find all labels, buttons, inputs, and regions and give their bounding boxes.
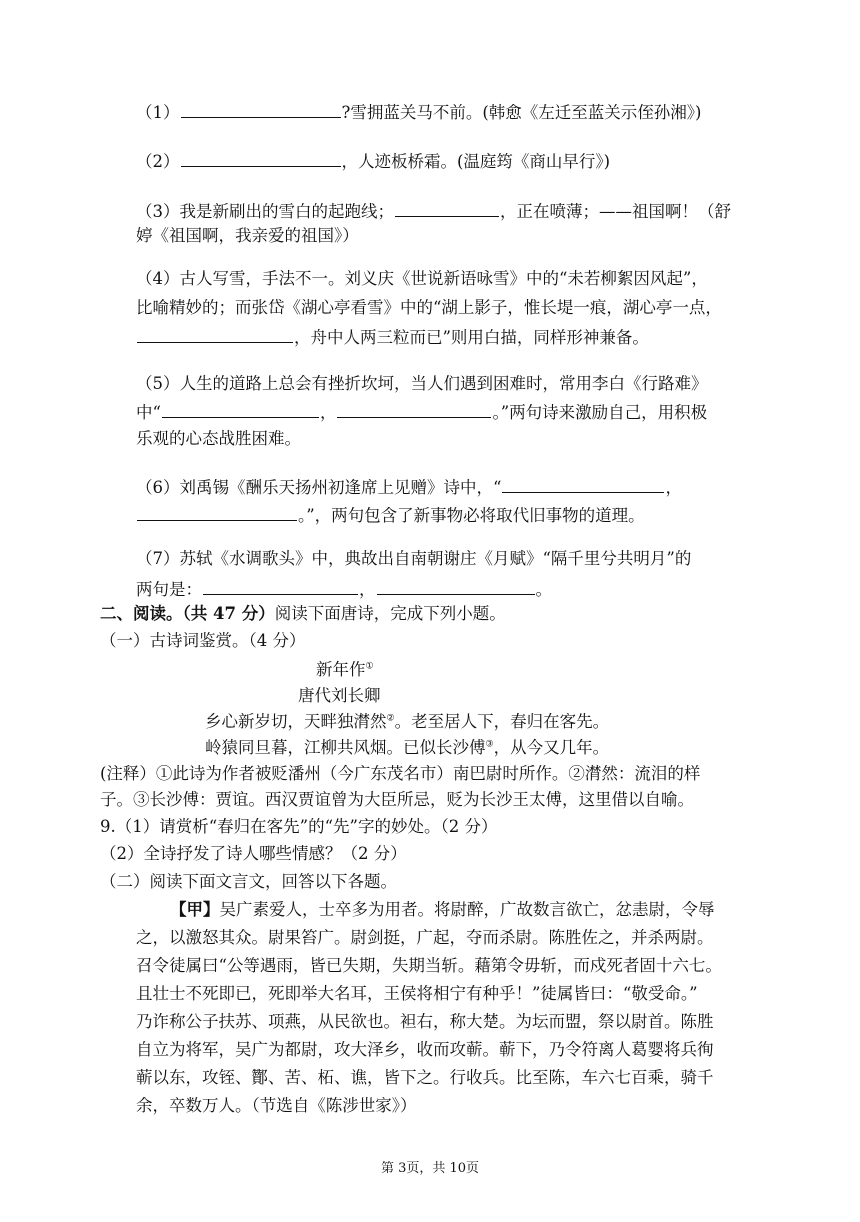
answer-blank[interactable]: [137, 326, 293, 343]
answer-blank[interactable]: [162, 401, 319, 418]
subsection-title: （一）古诗词鉴赏。（4 分）: [100, 631, 306, 650]
question-6-text: ，: [665, 478, 682, 497]
answer-blank[interactable]: [137, 504, 297, 521]
question-3-line-1: [136, 200, 731, 223]
question-6-text: （6）刘禹锡《酬乐天扬州初逢席上见赠》诗中，“: [136, 478, 502, 497]
answer-blank[interactable]: [337, 401, 491, 418]
answer-blank[interactable]: [181, 150, 341, 167]
footnote-marker: ②: [386, 713, 395, 724]
question-7-line-2: [136, 578, 552, 601]
notes-line-1: (注释）①此诗为作者被贬潘州（今广东茂名市）南巴尉时所作。②潸然：流泪的样: [100, 764, 701, 783]
passage-line-3: 召令徒属曰“公等遇雨，皆已失期，失期当斩。藉第令毋斩，而戍死者固十六七。: [136, 956, 722, 975]
answer-blank[interactable]: [203, 578, 358, 595]
passage-line-8: 余，卒数万人。（节选自《陈涉世家》）: [136, 1096, 417, 1115]
poem-line-1: [205, 711, 609, 733]
question-4-line-3: [136, 326, 649, 349]
answer-blank[interactable]: [377, 578, 535, 595]
question-2: [136, 150, 610, 173]
footnote-marker: ①: [365, 661, 374, 672]
passage-line-7: 蕲以东，攻铚、酇、苦、柘、谯，皆下之。行收兵。比至陈，车六七百乘，骑千: [136, 1068, 714, 1087]
notes-line-2: 子。③长沙傅：贾谊。西汉贾谊曾为大臣所忌，贬为长沙王太傅，这里借以自喻。: [100, 790, 694, 809]
section-title: 二、阅读。（共 47 分）: [100, 604, 275, 623]
section-instruction: 阅读下面唐诗，完成下列小题。: [274, 604, 506, 623]
question-5-line-2: [136, 401, 707, 424]
question-6-line-1: [136, 476, 682, 499]
passage-text: 吴广素爱人，士卒多为用者。将尉醉，广故数言欲亡，忿恚尉，令辱: [219, 900, 715, 919]
answer-blank[interactable]: [502, 476, 664, 493]
subsection-2-title: （二）阅读下面文言文，回答以下各题。: [100, 872, 397, 891]
question-6-line-2: [136, 504, 645, 527]
question-5-text: 中“: [136, 403, 161, 422]
poem-author: 唐代刘长卿: [298, 686, 381, 705]
passage-line-5: 乃诈称公子扶苏、项燕，从民欲也。袒右，称大楚。为坛而盟，祭以尉首。陈胜: [136, 1012, 714, 1031]
question-3-line-2: 婷《祖国啊，我亲爱的祖国》）: [136, 226, 359, 245]
question-1-text: ?雪拥蓝关马不前。(韩愈《左迁至蓝关示侄孙湘》): [341, 103, 702, 122]
question-4-line-2: 比喻精妙的；而张岱《湖心亭看雪》中的“湖上影子，惟长堤一痕，湖心亭一点，: [136, 298, 722, 317]
question-6-text: 。”，两句包含了新事物必将取代旧事物的道理。: [298, 506, 645, 525]
poem-title-text: 新年作: [316, 660, 366, 679]
answer-blank[interactable]: [395, 200, 499, 217]
poem-text: ，从今又几年。: [493, 738, 610, 757]
question-7-line-1: （7）苏轼《水调歌头》中，典故出自南朝谢庄《月赋》“隔千里兮共明月”的: [136, 549, 692, 568]
question-7-text: 两句是：: [136, 580, 202, 599]
passage-label: 【甲】: [170, 900, 220, 919]
question-9-part-1: 9.（1）请赏析“春归在客先”的“先”字的妙处。（2 分）: [100, 817, 498, 836]
question-3-text: ，正在喷薄；——祖国啊！（舒: [500, 202, 731, 221]
question-5-text: 。”两句诗来激励自己，用积极: [492, 403, 708, 422]
question-3-text: （3）我是新刷出的雪白的起跑线；: [136, 202, 394, 221]
answer-blank[interactable]: [181, 101, 341, 118]
section-heading: [100, 603, 506, 625]
question-2-number: （2）: [136, 152, 180, 171]
poem-title: [316, 659, 374, 681]
question-7-text: 。: [535, 580, 552, 599]
page-number: 第 3页，共 10页: [380, 1161, 480, 1176]
poem-text: 岭猿同旦暮，江柳共风烟。已似长沙傅: [205, 738, 486, 757]
footnote-marker: ③: [485, 739, 494, 750]
passage-line-6: 自立为将军，吴广为都尉，攻大泽乡，收而攻蕲。蕲下，乃令符离人葛婴将兵徇: [136, 1040, 714, 1059]
passage-line-4: 且壮士不死即已，死即举大名耳，王侯将相宁有种乎！”徒属皆曰：“敬受命。”: [136, 984, 698, 1003]
question-9-part-2: （2）全诗抒发了诗人哪些情感？（2 分）: [100, 844, 407, 863]
question-5-line-1: （5）人生的道路上总会有挫折坎坷，当人们遇到困难时，常用李白《行路难》: [136, 374, 708, 393]
question-1-number: （1）: [136, 103, 180, 122]
question-1: [136, 101, 701, 124]
question-5-line-3: 乐观的心态战胜困难。: [136, 429, 301, 448]
poem-text: 。老至居人下，春归在客先。: [394, 712, 610, 731]
passage-line-2: 之，以激怒其众。尉果笞广。尉剑挺，广起，夺而杀尉。陈胜佐之，并杀两尉。: [136, 928, 714, 947]
poem-text: 乡心新岁切，天畔独潸然: [205, 712, 387, 731]
question-4-line-1: （4）古人写雪，手法不一。刘义庆《世说新语咏雪》中的“未若柳絮因风起”，: [136, 269, 708, 288]
poem-line-2: [205, 737, 609, 759]
question-2-text: ，人迹板桥霜。(温庭筠《商山早行》): [341, 152, 611, 171]
passage-line-1: [170, 899, 715, 921]
question-5-text: ，: [319, 403, 337, 422]
question-7-text: ，: [359, 580, 376, 599]
question-4-text: ，舟中人两三粒而已”则用白描，同样形神兼备。: [294, 328, 649, 347]
